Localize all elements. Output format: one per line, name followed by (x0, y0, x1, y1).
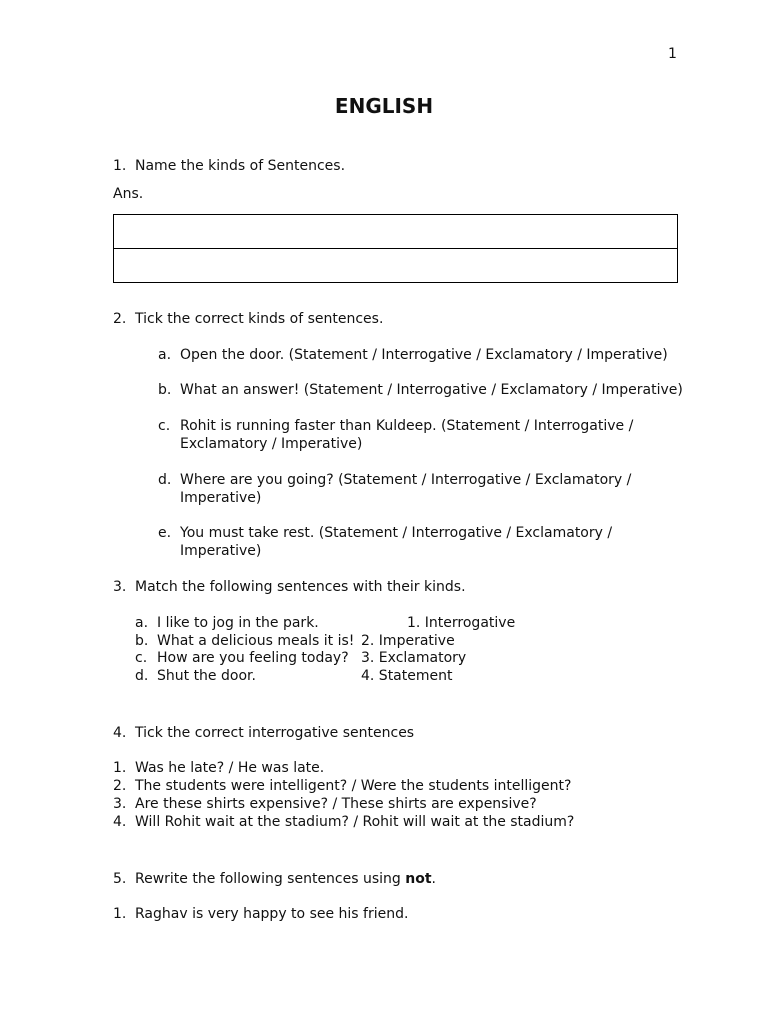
question-4 (113, 724, 414, 742)
question-text-end: . (431, 871, 436, 887)
item-text: You must take rest. (Statement / Interrogative / Exclamatory / (180, 525, 613, 541)
item-text-continued: Exclamatory / Imperative) (180, 436, 363, 452)
match-sentence: How are you feeling today? (157, 650, 349, 666)
question-5 (113, 870, 436, 888)
answer-label: Ans. (113, 186, 144, 202)
question-2 (113, 310, 383, 328)
match-letter: a. (135, 615, 149, 631)
question-text: Name the kinds of Sentences. (135, 158, 346, 174)
match-row-a (135, 614, 319, 632)
question-1 (113, 157, 345, 175)
answer-box[interactable] (113, 214, 678, 283)
answer-row-2[interactable] (114, 248, 677, 282)
q2-item-a (158, 346, 668, 364)
match-row-b (135, 632, 354, 650)
page-number: 1 (668, 46, 677, 62)
item-number: 1. (113, 760, 127, 776)
item-letter: e. (158, 525, 172, 541)
match-row-c (135, 649, 349, 667)
match-kind-4: 4. Statement (361, 668, 453, 684)
item-text: Rohit is running faster than Kuldeep. (Statement / Interrogative / (180, 418, 634, 434)
page-title: ENGLISH (334, 94, 434, 118)
item-text: The students were intelligent? / Were the students intelligent? (135, 778, 572, 794)
item-text: Open the door. (Statement / Interrogative / Exclamatory / Imperative) (180, 347, 668, 363)
item-text: Are these shirts expensive? / These shirts are expensive? (135, 796, 537, 812)
question-text: Match the following sentences with their kinds. (135, 579, 466, 595)
q4-item-1 (113, 759, 324, 777)
question-number: 2. (113, 311, 127, 327)
match-letter: c. (135, 650, 148, 666)
item-text: Raghav is very happy to see his friend. (135, 906, 409, 922)
item-number: 3. (113, 796, 127, 812)
match-sentence: I like to jog in the park. (157, 615, 319, 631)
question-number: 5. (113, 871, 127, 887)
answer-row-1[interactable] (114, 215, 677, 248)
q2-item-b (158, 381, 683, 399)
item-letter: a. (158, 347, 172, 363)
item-letter: b. (158, 382, 172, 398)
item-text-continued: Imperative) (180, 490, 262, 506)
question-3 (113, 578, 466, 596)
q2-item-c (158, 417, 633, 453)
q5-item-1 (113, 905, 408, 923)
item-text: Was he late? / He was late. (135, 760, 325, 776)
q2-item-e (158, 524, 612, 560)
q4-item-3 (113, 795, 537, 813)
question-text-bold: not (405, 871, 432, 887)
item-number: 1. (113, 906, 127, 922)
item-number: 2. (113, 778, 127, 794)
match-row-d (135, 667, 256, 685)
item-text-continued: Imperative) (180, 543, 262, 559)
question-text: Rewrite the following sentences using (135, 871, 406, 887)
q4-item-2 (113, 777, 571, 795)
match-letter: d. (135, 668, 149, 684)
question-text: Tick the correct interrogative sentences (135, 725, 415, 741)
match-sentence: What a delicious meals it is! (157, 633, 355, 649)
match-kind-2: 2. Imperative (361, 633, 455, 649)
item-text: Where are you going? (Statement / Interrogative / Exclamatory / (180, 472, 632, 488)
question-number: 3. (113, 579, 127, 595)
match-kind-3: 3. Exclamatory (361, 650, 467, 666)
item-text: What an answer! (Statement / Interrogative / Exclamatory / Imperative) (180, 382, 683, 398)
item-letter: d. (158, 472, 172, 488)
match-letter: b. (135, 633, 149, 649)
q2-item-d (158, 471, 631, 507)
item-number: 4. (113, 814, 127, 830)
match-sentence: Shut the door. (157, 668, 256, 684)
item-text: Will Rohit wait at the stadium? / Rohit will wait at the stadium? (135, 814, 575, 830)
question-number: 1. (113, 158, 127, 174)
q4-item-4 (113, 813, 574, 831)
item-letter: c. (158, 418, 171, 434)
match-kind-1: 1. Interrogative (407, 615, 516, 631)
question-number: 4. (113, 725, 127, 741)
question-text: Tick the correct kinds of sentences. (135, 311, 384, 327)
